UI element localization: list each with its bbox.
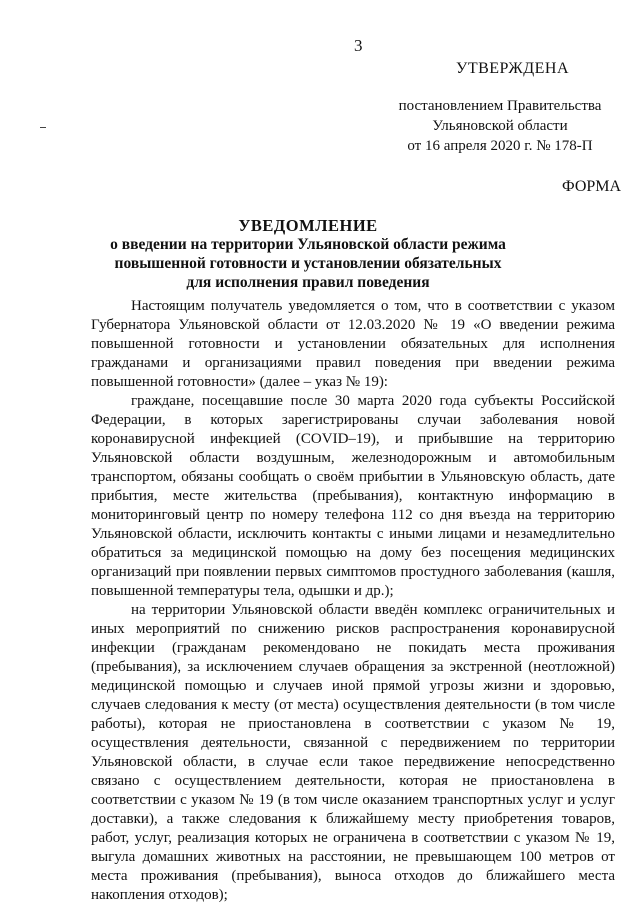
heading-line-3: для исполнения правил поведения [186,274,430,291]
document-body [91,297,615,905]
body-paragraph: граждане, посещавшие после 30 марта 2020 года субъекты Российской Федерации, в которых зарегистрированы случаи заболевания новой коронавирусной инфекцией (COVID–19), и прибывшие на территорию Ульяновской области воздушным, железнодорожным и автомобильным транспортом, обязаны сообщать о своём прибытии в Ульяновскую область, дате прибытия, месте жительства (пребывания), контактную информацию в мониторинговый центр по номеру телефона 112 со дня въезда на территорию Ульяновской области, исключить контакты с иными лицами и незамедлительно обратиться за медицинской помощью на дому без посещения медицинских организаций при появлении первых симптомов простудного заболевания (кашля, повышенной температуры тела, одышки и др.); [91,393,615,599]
body-paragraph: Настоящим получатель уведомляется о том, что в соответствии с указом Губернатора Ульяновской области от 12.03.2020 № 19 «О введении режима повышенной готовности и установлении обязательных для исполнения гражданами и организациями правил поведения при введении режима повышенной готовности» (далее – указ № 19): [91,298,615,390]
approval-line-1: постановлением Правительства [398,98,602,114]
page-number: 3 [354,36,363,55]
approval-line-2: Ульяновской области [432,118,568,134]
document-heading [96,216,520,292]
form-label: ФОРМА [562,178,622,195]
body-paragraph: на территории Ульяновской области введён комплекс ограничительных и иных мероприятий по снижению рисков распространения коронавирусной инфекции (гражданам рекомендовано не покидать места проживания (пребывания), за исключением случаев обращения за экстренной (неотложной) медицинской помощью и случаев иной прямой угрозы жизни и здоровью, случаев следования к месту (от места) осуществления деятельности (в том числе работы), которая не приостановлена в соответствии с указом № 19, осуществления деятельности, связанной с передвижением по территории Ульяновской области, в случае если такое передвижение непосредственно связано с осуществлением деятельности, которая не приостановлена в соответствии с указом № 19 (в том числе оказанием транспортных услуг и услуг доставки), а также следования к ближайшему месту приобретения товаров, работ, услуг, реализация которых не ограничена в соответствии с указом № 19, выгула домашних животных на расстоянии, не превышающем 100 метров от места проживания (пребывания), выноса отходов до ближайшего места накопления отходов); [91,602,615,903]
approval-decree [380,96,620,156]
scan-mark [40,127,46,128]
approval-line-3: от 16 апреля 2020 г. № 178-П [407,138,593,154]
heading-line-1: о введении на территории Ульяновской области режима [110,236,506,253]
heading-title: УВЕДОМЛЕНИЕ [238,216,378,235]
heading-line-2: повышенной готовности и установлении обязательных [114,255,502,272]
approval-title: УТВЕРЖДЕНА [456,60,570,77]
